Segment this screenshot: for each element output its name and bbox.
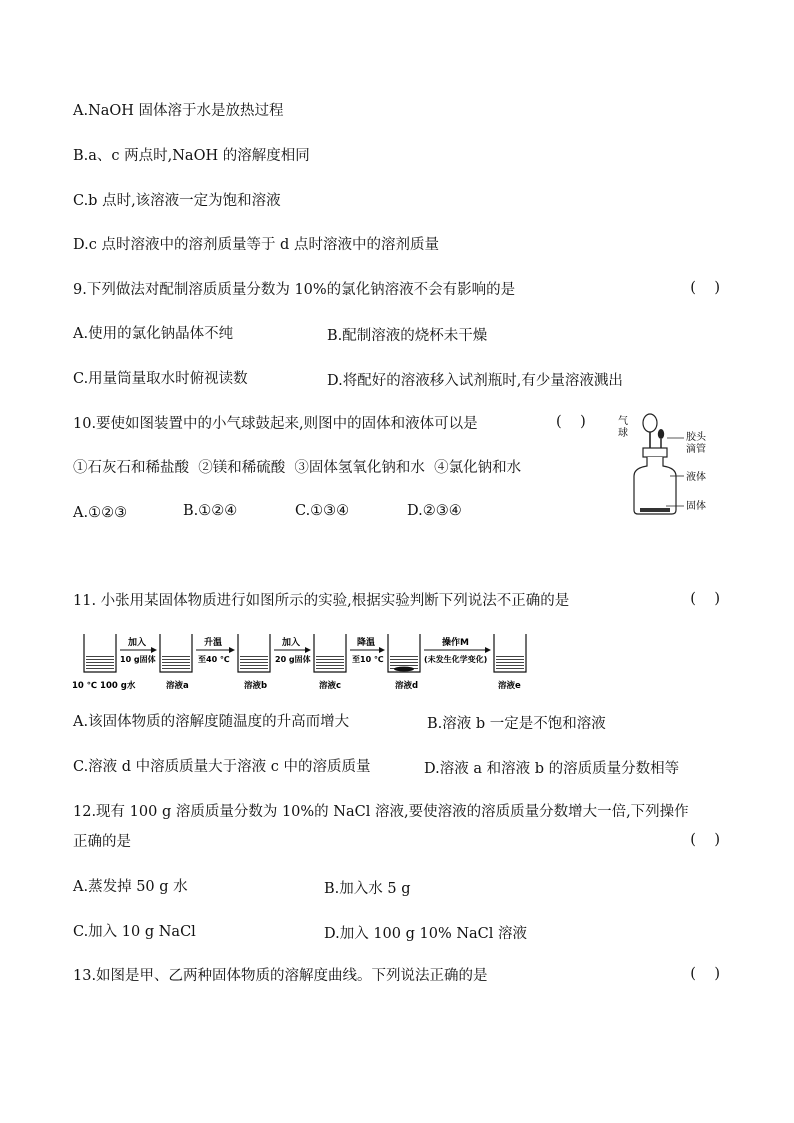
q13-stem: 13.如图是甲、乙两种固体物质的溶解度曲线。下列说法正确的是 — [73, 968, 488, 984]
q9-option-d: D.将配好的溶液移入试剂瓶时,有少量溶液溅出 — [327, 373, 623, 389]
q8-option-a: A.NaOH 固体溶于水是放热过程 — [73, 103, 284, 119]
q11-answer-bracket: ( ) — [690, 591, 720, 607]
balloon-shape — [643, 414, 657, 432]
solution-c-caption: 溶液c — [319, 681, 342, 691]
q10-option-a: A.①②③ — [73, 505, 128, 521]
q10-choice-list: ①石灰石和稀盐酸 ②镁和稀硫酸 ③固体氢氧化钠和水 ④氯化钠和水 — [73, 460, 522, 476]
q11-stem: 11. 小张用某固体物质进行如图所示的实验,根据实验判断下列说法不正确的是 — [73, 593, 570, 609]
beaker-d — [388, 634, 420, 672]
label-liquid: 液体 — [686, 472, 706, 483]
q10-stem: 10.要使如图装置中的小气球鼓起来,则图中的固体和液体可以是 — [73, 416, 478, 432]
q9-stem: 9.下列做法对配制溶质质量分数为 10%的氯化钠溶液不会有影响的是 — [73, 282, 516, 298]
q11-option-d: D.溶液 a 和溶液 b 的溶质质量分数相等 — [424, 761, 680, 777]
step4-top-label: 降温 — [357, 638, 376, 648]
q9-option-b: B.配制溶液的烧杯未干燥 — [327, 328, 488, 344]
q10-answer-bracket: ( ) — [556, 414, 586, 430]
q12-option-c: C.加入 10 g NaCl — [73, 924, 196, 940]
solid-layer — [640, 508, 670, 512]
beaker-e — [494, 634, 526, 672]
q9-option-a: A.使用的氯化钠晶体不纯 — [73, 326, 234, 342]
q13-answer-bracket: ( ) — [690, 966, 720, 982]
beaker-a — [160, 634, 192, 672]
solution-d-caption: 溶液d — [395, 681, 419, 691]
q12-stem-line-1: 12.现有 100 g 溶质质量分数为 10%的 NaCl 溶液,要使溶液的溶质质量分数增大一倍,下列操作 — [73, 804, 689, 820]
q12-answer-bracket: ( ) — [690, 832, 720, 848]
label-balloon-2: 球 — [618, 428, 628, 439]
q12-stem-line-2: 正确的是 — [73, 834, 131, 850]
step2-bottom-label: 至40 ℃ — [198, 655, 230, 664]
step3-top-label: 加入 — [282, 638, 301, 648]
beaker-b — [238, 634, 270, 672]
q11-option-b: B.溶液 b 一定是不饱和溶液 — [427, 716, 606, 732]
step1-top-label: 加入 — [128, 638, 147, 648]
solution-a-caption: 溶液a — [166, 681, 189, 691]
q8-option-c: C.b 点时,该溶液一定为饱和溶液 — [73, 193, 281, 209]
step1-bottom-label: 10 g固体 — [120, 655, 156, 664]
q9-answer-bracket: ( ) — [690, 280, 720, 296]
q12-option-d: D.加入 100 g 10% NaCl 溶液 — [324, 926, 528, 942]
beaker-c — [314, 634, 346, 672]
step4-bottom-label: 至10 ℃ — [352, 655, 384, 664]
step2-top-label: 升温 — [204, 638, 223, 648]
step5-bottom-label: (未发生化学变化) — [424, 655, 488, 664]
q10-option-c: C.①③④ — [295, 503, 350, 519]
q12-option-b: B.加入水 5 g — [324, 881, 411, 897]
label-dropper-1: 胶头 — [686, 432, 706, 443]
flask — [634, 457, 676, 514]
solution-b-caption: 溶液b — [244, 681, 268, 691]
q11-experiment-figure — [72, 628, 532, 692]
step5-top-label: 操作M — [442, 638, 469, 648]
stopper — [643, 448, 667, 457]
q11-option-a: A.该固体物质的溶解度随温度的升高而增大 — [73, 714, 350, 730]
label-solid: 固体 — [686, 501, 706, 512]
q10-option-b: B.①②④ — [183, 503, 238, 519]
q8-option-b: B.a、c 两点时,NaOH 的溶解度相同 — [73, 148, 310, 164]
label-balloon-1: 气 — [618, 416, 628, 427]
start-caption: 10 ℃ 100 g水 — [72, 681, 136, 691]
q11-option-c: C.溶液 d 中溶质质量大于溶液 c 中的溶质质量 — [73, 759, 371, 775]
q10-option-d: D.②③④ — [407, 503, 462, 519]
label-dropper-2: 滴管 — [686, 444, 706, 455]
dropper-bulb — [658, 429, 664, 439]
q12-option-a: A.蒸发掉 50 g 水 — [73, 879, 188, 895]
q10-apparatus-figure — [610, 410, 720, 520]
q8-option-d: D.c 点时溶液中的溶剂质量等于 d 点时溶液中的溶剂质量 — [73, 237, 439, 253]
step3-bottom-label: 20 g固体 — [275, 655, 311, 664]
beaker-start — [84, 634, 116, 672]
solution-e-caption: 溶液e — [498, 681, 521, 691]
q9-option-c: C.用量筒量取水时俯视读数 — [73, 371, 248, 387]
